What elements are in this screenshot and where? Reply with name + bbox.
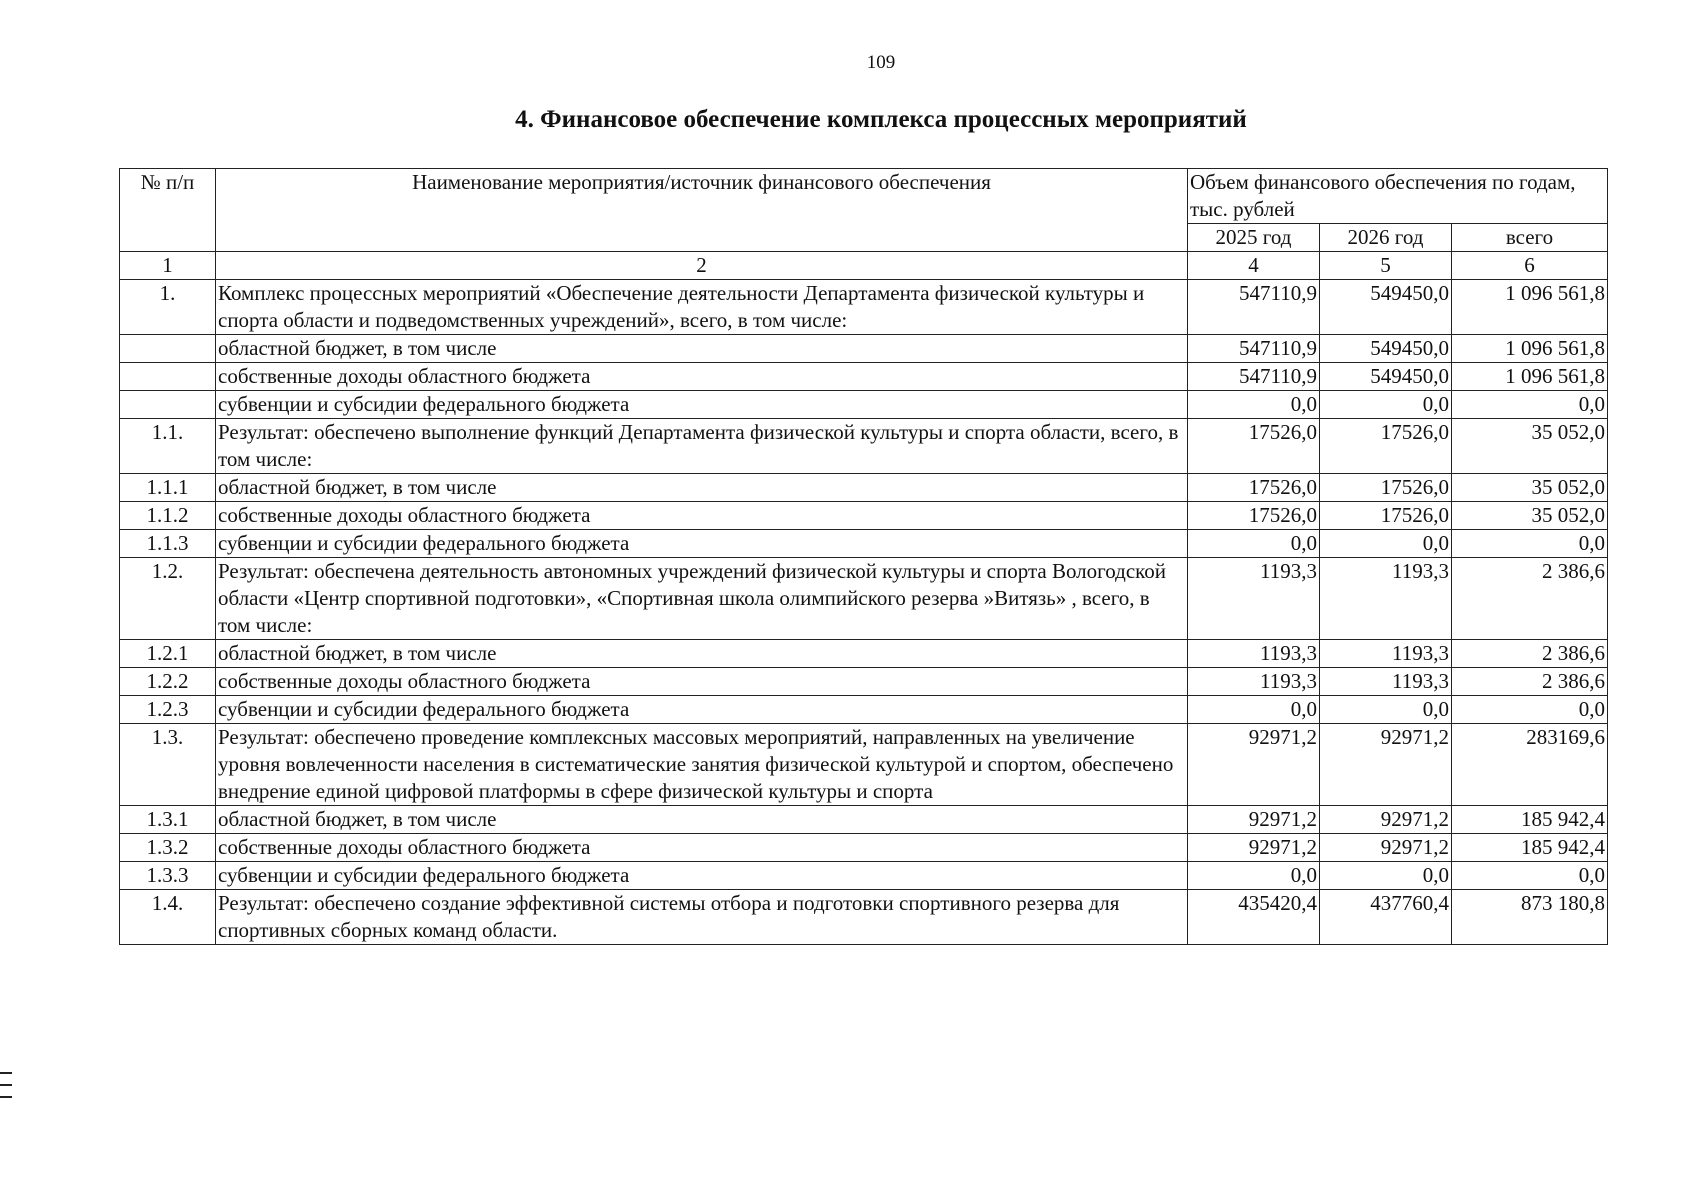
- table-row: [120, 474, 1608, 502]
- row-value-2025: 0,0: [1188, 696, 1320, 724]
- row-name: субвенции и субсидии федерального бюджета: [216, 391, 1188, 419]
- row-value-2026: 1193,3: [1320, 640, 1452, 668]
- column-index-row: [120, 252, 1608, 280]
- margin-mark: [0, 1084, 12, 1086]
- row-value-2025: 17526,0: [1188, 474, 1320, 502]
- row-value-2026: 549450,0: [1320, 335, 1452, 363]
- row-value-total: 185 942,4: [1452, 834, 1608, 862]
- margin-mark: [0, 1072, 12, 1074]
- row-name: собственные доходы областного бюджета: [216, 363, 1188, 391]
- row-value-total: 283169,6: [1452, 724, 1608, 806]
- row-name: субвенции и субсидии федерального бюджета: [216, 696, 1188, 724]
- row-name: собственные доходы областного бюджета: [216, 502, 1188, 530]
- row-value-total: 35 052,0: [1452, 419, 1608, 474]
- row-value-total: 2 386,6: [1452, 558, 1608, 640]
- row-value-2026: 92971,2: [1320, 834, 1452, 862]
- column-index: 1: [120, 252, 216, 280]
- row-value-2025: 547110,9: [1188, 335, 1320, 363]
- table-row: [120, 363, 1608, 391]
- header-col-num: № п/п: [120, 169, 216, 252]
- row-value-2025: 92971,2: [1188, 724, 1320, 806]
- row-value-2025: 1193,3: [1188, 640, 1320, 668]
- table-row: [120, 335, 1608, 363]
- row-value-2025: 17526,0: [1188, 419, 1320, 474]
- row-value-2025: 547110,9: [1188, 363, 1320, 391]
- margin-marks: [0, 1072, 12, 1108]
- row-value-2026: 17526,0: [1320, 502, 1452, 530]
- page-title: 4. Финансовое обеспечение комплекса процессных мероприятий: [515, 106, 1247, 133]
- row-value-total: 0,0: [1452, 696, 1608, 724]
- row-value-2026: 1193,3: [1320, 668, 1452, 696]
- row-value-2026: 0,0: [1320, 862, 1452, 890]
- row-number: 1.3.3: [120, 862, 216, 890]
- row-name: Комплекс процессных мероприятий «Обеспечение деятельности Департамента физической культуры и спорта области и подведомственных учреждений», всего, в том числе:: [216, 280, 1188, 335]
- row-number: 1.3.: [120, 724, 216, 806]
- table-row: [120, 502, 1608, 530]
- table-row: [120, 530, 1608, 558]
- row-name: областной бюджет, в том числе: [216, 806, 1188, 834]
- header-col-2025: 2025 год: [1188, 224, 1320, 252]
- row-value-2025: 17526,0: [1188, 502, 1320, 530]
- row-value-total: 2 386,6: [1452, 668, 1608, 696]
- row-value-2025: 0,0: [1188, 862, 1320, 890]
- table-row: [120, 724, 1608, 806]
- table-body: [120, 280, 1608, 945]
- row-name: субвенции и субсидии федерального бюджета: [216, 530, 1188, 558]
- row-name: областной бюджет, в том числе: [216, 640, 1188, 668]
- table-row: [120, 696, 1608, 724]
- row-value-2026: 0,0: [1320, 530, 1452, 558]
- row-number: 1.: [120, 280, 216, 335]
- row-value-2025: 0,0: [1188, 391, 1320, 419]
- row-value-total: 1 096 561,8: [1452, 280, 1608, 335]
- margin-mark: [0, 1096, 12, 1098]
- row-value-total: 1 096 561,8: [1452, 363, 1608, 391]
- row-value-total: 1 096 561,8: [1452, 335, 1608, 363]
- row-value-2025: 435420,4: [1188, 890, 1320, 945]
- row-number: 1.3.2: [120, 834, 216, 862]
- row-value-total: 35 052,0: [1452, 502, 1608, 530]
- table-row: [120, 558, 1608, 640]
- row-value-total: 35 052,0: [1452, 474, 1608, 502]
- row-value-2026: 0,0: [1320, 391, 1452, 419]
- row-value-2026: 1193,3: [1320, 558, 1452, 640]
- column-index: 2: [216, 252, 1188, 280]
- row-value-total: 873 180,8: [1452, 890, 1608, 945]
- financing-table: [119, 168, 1608, 945]
- table-row: [120, 834, 1608, 862]
- header-col-2026: 2026 год: [1320, 224, 1452, 252]
- row-number: [120, 363, 216, 391]
- row-number: 1.1.2: [120, 502, 216, 530]
- row-value-total: 0,0: [1452, 530, 1608, 558]
- table-row: [120, 640, 1608, 668]
- page-number: 109: [866, 52, 896, 73]
- row-name: субвенции и субсидии федерального бюджета: [216, 862, 1188, 890]
- row-number: 1.1.3: [120, 530, 216, 558]
- table-row: [120, 890, 1608, 945]
- row-value-2025: 1193,3: [1188, 668, 1320, 696]
- row-number: 1.1.1: [120, 474, 216, 502]
- row-value-2026: 549450,0: [1320, 280, 1452, 335]
- row-value-2026: 92971,2: [1320, 806, 1452, 834]
- table-row: [120, 280, 1608, 335]
- row-name: Результат: обеспечено создание эффективной системы отбора и подготовки спортивного резерва для спортивных сборных команд области.: [216, 890, 1188, 945]
- header-col-name: Наименование мероприятия/источник финансового обеспечения: [216, 169, 1188, 252]
- row-value-2026: 17526,0: [1320, 474, 1452, 502]
- row-number: 1.2.2: [120, 668, 216, 696]
- table-row: [120, 862, 1608, 890]
- row-number: 1.4.: [120, 890, 216, 945]
- column-index: 5: [1320, 252, 1452, 280]
- row-name: собственные доходы областного бюджета: [216, 834, 1188, 862]
- row-name: областной бюджет, в том числе: [216, 335, 1188, 363]
- row-number: 1.2.1: [120, 640, 216, 668]
- column-index: 4: [1188, 252, 1320, 280]
- row-name: областной бюджет, в том числе: [216, 474, 1188, 502]
- row-number: 1.3.1: [120, 806, 216, 834]
- row-value-total: 0,0: [1452, 391, 1608, 419]
- row-value-total: 0,0: [1452, 862, 1608, 890]
- row-value-total: 185 942,4: [1452, 806, 1608, 834]
- table-row: [120, 419, 1608, 474]
- header-col-volume: Объем финансового обеспечения по годам, тыс. рублей: [1188, 169, 1608, 224]
- row-number: 1.2.3: [120, 696, 216, 724]
- row-value-2026: 17526,0: [1320, 419, 1452, 474]
- row-value-2025: 92971,2: [1188, 834, 1320, 862]
- row-value-2025: 547110,9: [1188, 280, 1320, 335]
- row-value-total: 2 386,6: [1452, 640, 1608, 668]
- row-value-2026: 0,0: [1320, 696, 1452, 724]
- row-name: Результат: обеспечена деятельность автономных учреждений физической культуры и спорта Вологодской области «Центр спортивной подготовки», «Спортивная школа олимпийского резерва »Витязь» , всего, в том числе:: [216, 558, 1188, 640]
- table-row: [120, 806, 1608, 834]
- row-name: собственные доходы областного бюджета: [216, 668, 1188, 696]
- column-index: 6: [1452, 252, 1608, 280]
- row-value-2026: 437760,4: [1320, 890, 1452, 945]
- row-value-2026: 549450,0: [1320, 363, 1452, 391]
- row-value-2025: 0,0: [1188, 530, 1320, 558]
- table-row: [120, 668, 1608, 696]
- table-row: [120, 391, 1608, 419]
- table-header: [120, 169, 1608, 280]
- row-value-2025: 1193,3: [1188, 558, 1320, 640]
- row-number: [120, 335, 216, 363]
- header-col-total: всего: [1452, 224, 1608, 252]
- row-number: [120, 391, 216, 419]
- row-name: Результат: обеспечено проведение комплексных массовых мероприятий, направленных на увеличение уровня вовлеченности населения в систематические занятия физической культурой и спортом, обеспечено внедрение единой цифровой платформы в сфере физической культуры и спорта: [216, 724, 1188, 806]
- row-value-2025: 92971,2: [1188, 806, 1320, 834]
- row-number: 1.1.: [120, 419, 216, 474]
- row-number: 1.2.: [120, 558, 216, 640]
- row-name: Результат: обеспечено выполнение функций Департамента физической культуры и спорта области, всего, в том числе:: [216, 419, 1188, 474]
- row-value-2026: 92971,2: [1320, 724, 1452, 806]
